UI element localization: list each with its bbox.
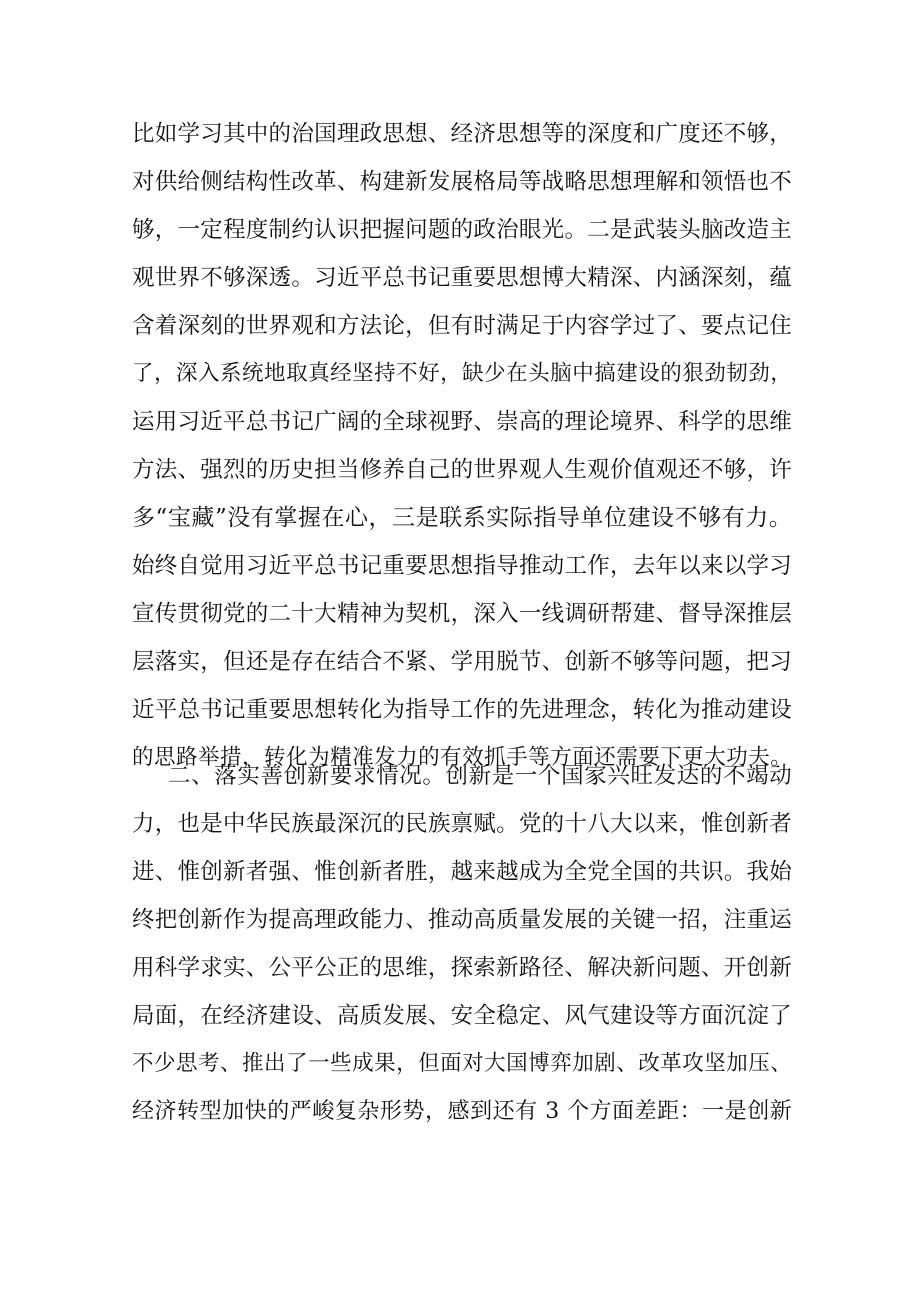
paragraph-line: 多“宝藏”没有掌握在心，三是联系实际指导单位建设不够有力。 <box>132 505 792 531</box>
paragraph-line: 比如学习其中的治国理政思想、经济思想等的深度和广度还不够， <box>132 121 792 147</box>
paragraph-line: 用科学求实、公平公正的思维，探索新路径、解决新问题、开创新 <box>132 955 792 981</box>
paragraph-line: 方法、强烈的历史担当修养自己的世界观人生观价值观还不够，许 <box>132 457 792 483</box>
paragraph-line: 层落实，但还是存在结合不紧、学用脱节、创新不够等问题，把习 <box>132 649 792 675</box>
paragraph-line: 对供给侧结构性改革、构建新发展格局等战略思想理解和领悟也不 <box>132 169 792 195</box>
paragraph-line: 终把创新作为提高理政能力、推动高质量发展的关键一招，注重运 <box>132 907 792 933</box>
paragraph-line: 含着深刻的世界观和方法论，但有时满足于内容学过了、要点记住 <box>132 313 792 339</box>
paragraph-line: 力，也是中华民族最深沉的民族禀赋。党的十八大以来，惟创新者 <box>132 811 792 837</box>
paragraph-line: 运用习近平总书记广阔的全球视野、崇高的理论境界、科学的思维 <box>132 409 792 435</box>
paragraph-line: 不少思考、推出了一些成果，但面对大国博弈加剧、改革攻坚加压、 <box>132 1051 792 1076</box>
paragraph-line: 了，深入系统地取真经坚持不好，缺少在头脑中搞建设的狠劲韧劲， <box>132 361 792 386</box>
paragraph-line: 进、惟创新者强、惟创新者胜，越来越成为全党全国的共识。我始 <box>132 859 792 885</box>
paragraph-line: 观世界不够深透。习近平总书记重要思想博大精深、内涵深刻，蕴 <box>132 265 792 291</box>
paragraph-line: 局面，在经济建设、高质发展、安全稳定、风气建设等方面沉淀了 <box>132 1003 792 1029</box>
paragraph-line: 够，一定程度制约认识把握问题的政治眼光。二是武装头脑改造主 <box>132 217 792 243</box>
paragraph-line: 近平总书记重要思想转化为指导工作的先进理念，转化为推动建设 <box>132 697 792 723</box>
paragraph-1 <box>132 110 792 782</box>
paragraph-2 <box>132 752 792 1136</box>
paragraph-line: 经济转型加快的严峻复杂形势，感到还有 3 个方面差距：一是创新 <box>132 1099 792 1124</box>
paragraph-line: 宣传贯彻党的二十大精神为契机，深入一线调研帮建、督导深推层 <box>132 601 792 627</box>
paragraph-line: 的思路举措，转化为精准发力的有效抓手等方面还需要下更大功夫。 <box>132 745 792 770</box>
paragraph-line: 始终自觉用习近平总书记重要思想指导推动工作，去年以来以学习 <box>132 553 792 579</box>
paragraph-line: 二、落实善创新要求情况。创新是一个国家兴旺发达的不竭动 <box>168 763 792 789</box>
